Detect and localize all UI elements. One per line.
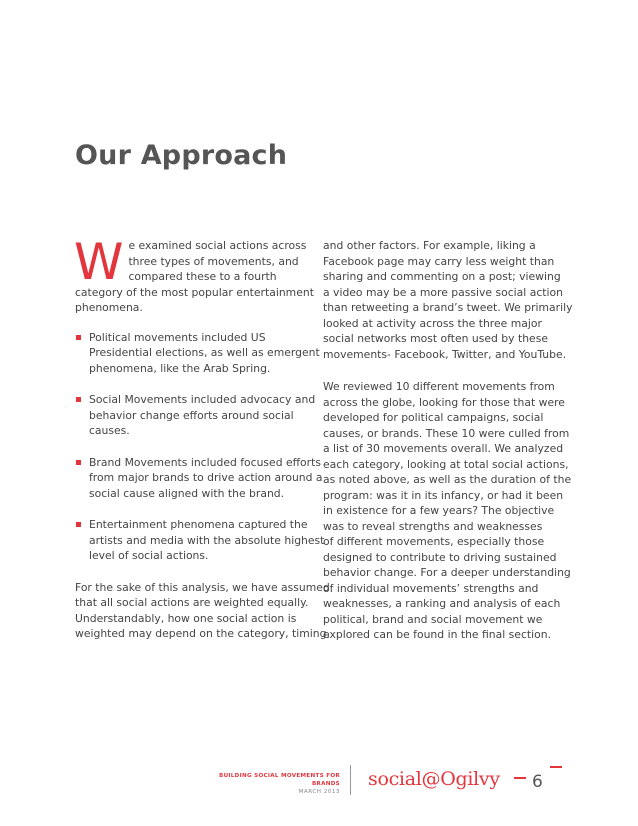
left-column (74, 233, 330, 642)
text-line: behavior change. For a deeper understanding (323, 566, 571, 579)
text-line: each category, looking at total social actions, (323, 457, 569, 471)
text-line: designed to contribute to driving sustained (323, 550, 557, 564)
text-line: Brand Movements included focused efforts (89, 455, 321, 469)
text-line: e examined social actions across (128, 239, 307, 252)
text-line: that all social actions are weighted equally. (75, 596, 309, 609)
right-column (323, 238, 573, 643)
text-line: social cause aligned with the brand. (89, 486, 285, 500)
factors-paragraph (323, 238, 573, 362)
text-line: For the sake of this analysis, we have assumed (75, 580, 330, 594)
text-line: level of social actions. (89, 549, 209, 562)
text-line: weighted may depend on the category, timing, (75, 627, 330, 640)
decorative-dash-icon (550, 766, 562, 768)
text-line: Political movements included US (89, 330, 266, 344)
text-line: looked at activity across the three major (323, 316, 542, 330)
closing-paragraph (75, 580, 330, 642)
text-line: as noted above, as well as the duration of the (323, 473, 572, 486)
text-line: was to reveal strengths and weaknesses (323, 519, 543, 533)
list-item (75, 517, 325, 564)
text-line: weaknesses, a ranking and analysis of each (323, 597, 561, 610)
text-line: Understandably, how one social action is (75, 611, 297, 625)
text-line: of different movements, especially those (323, 535, 545, 548)
text-line: We reviewed 10 different movements from (323, 380, 555, 393)
text-line: movements- Facebook, Twitter, and YouTube. (323, 347, 567, 361)
text-line: a list of 30 movements overall. We analyzed (323, 442, 564, 455)
movement-types-list (75, 330, 325, 564)
text-line: program: was it in its infancy, or had it been (323, 488, 564, 502)
intro-paragraph (74, 233, 314, 316)
drop-cap: W (74, 233, 124, 291)
text-line: than retweeting a brand’s tweet. We primarily (323, 301, 573, 314)
decorative-dash-icon (514, 777, 526, 779)
text-line: Social Movements included advocacy and (89, 393, 316, 406)
list-item (75, 392, 316, 439)
square-bullet-icon (76, 522, 81, 527)
list-item (75, 455, 323, 502)
text-line: from major brands to drive action around a (89, 471, 323, 484)
brand-logo: social@Ogilvy (368, 768, 500, 790)
text-line: Facebook page may carry less weight than (323, 254, 555, 268)
footer-date: MARCH 2013 (298, 789, 340, 795)
text-line: Entertainment phenomena captured the (89, 518, 308, 531)
text-line: in existence for a few years? The objective (323, 504, 555, 517)
review-paragraph (323, 379, 572, 643)
text-line: behavior change efforts around social (89, 408, 294, 422)
text-line: developed for political campaigns, social (323, 411, 544, 424)
text-line: artists and media with the absolute highest (89, 533, 325, 547)
text-line: and other factors. For example, liking a (323, 239, 536, 252)
footer-tagline-block (190, 772, 340, 796)
text-line: category of the most popular entertainment (75, 285, 314, 299)
text-line: social networks most often used by these (323, 332, 548, 345)
square-bullet-icon (76, 335, 81, 340)
square-bullet-icon (76, 460, 81, 465)
text-line: causes. (89, 424, 130, 437)
text-line: of individual movements’ strengths and (323, 581, 539, 595)
footer-tagline: BUILDING SOCIAL MOVEMENTS FOR BRANDS (219, 773, 340, 787)
text-line: political, brand and social movement we (323, 612, 543, 626)
text-line: phenomena, like the Arab Spring. (89, 361, 271, 375)
text-line: compared these to a fourth (128, 270, 277, 283)
text-line: sharing and commenting on a post; viewing (323, 270, 561, 283)
text-line: across the globe, looking for those that were (323, 395, 565, 409)
page-number: 6 (532, 772, 543, 792)
square-bullet-icon (76, 397, 81, 402)
text-line: a video may be a more passive social action (323, 285, 563, 299)
text-line: explored can be found in the final section. (323, 628, 551, 641)
page-title: Our Approach (75, 140, 288, 171)
footer-divider (350, 765, 351, 795)
text-line: Presidential elections, as well as emergent (89, 346, 320, 359)
text-line: phenomena. (75, 301, 143, 314)
text-line: three types of movements, and (128, 254, 299, 268)
list-item (75, 330, 320, 377)
text-line: causes, or brands. These 10 were culled from (323, 426, 570, 440)
